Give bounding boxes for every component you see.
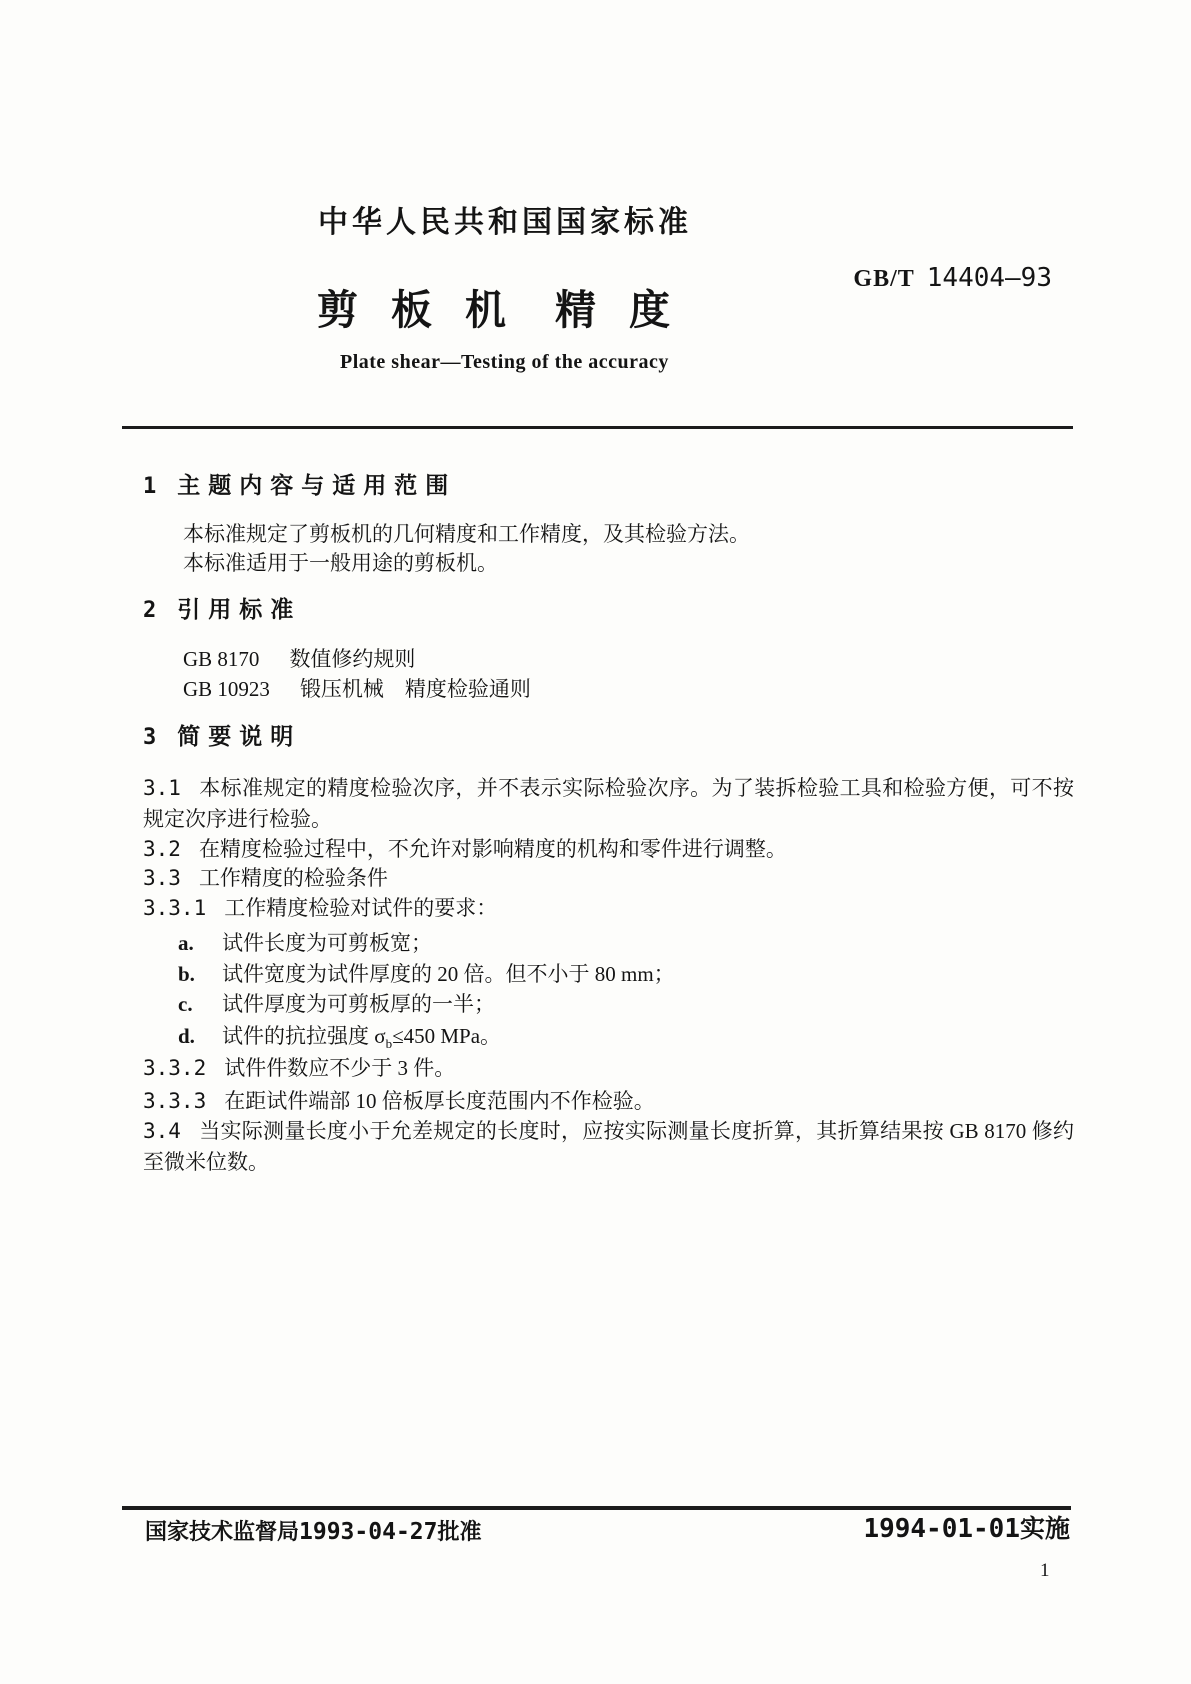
clause-3-3-3 (143, 1086, 655, 1117)
implementation-date: 1994-01-01 (863, 1514, 1020, 1544)
clause-3-4 (143, 1116, 1074, 1178)
reference-code: GB 10923 (183, 677, 270, 701)
clause-number: 3.3.2 (143, 1056, 207, 1080)
clause-text: 试件件数应不少于 3 件。 (224, 1056, 456, 1080)
document-title-cn-sub: 精度 (555, 286, 703, 334)
clause-3-2 (143, 834, 787, 865)
clause-3-3-1 (143, 893, 497, 924)
section-1-paragraph-1: 本标准规定了剪板机的几何精度和工作精度，及其检验方法。 (183, 522, 750, 546)
clause-text: 当实际测量长度小于允差规定的长度时，应按实际测量长度折算，其折算结果按 GB 8170 修约至微米位数。 (143, 1119, 1074, 1174)
clause-3-3-2 (143, 1053, 455, 1084)
requirement-item-c (178, 989, 495, 1020)
standard-label: 中华人民共和国国家标准 (318, 205, 692, 240)
clause-text: 在精度检验过程中，不允许对影响精度的机构和零件进行调整。 (198, 837, 787, 861)
section-2-heading (143, 595, 301, 626)
section-3-title: 简要说明 (177, 724, 302, 750)
section-1-paragraph-2: 本标准适用于一般用途的剪板机。 (183, 551, 498, 575)
clause-text: 工作精度检验对试件的要求： (224, 896, 498, 920)
clause-text: 工作精度的检验条件 (198, 866, 388, 890)
clause-3-3 (143, 863, 388, 894)
clause-number: 3.3.3 (143, 1089, 207, 1113)
requirement-text: 试件长度为可剪板宽； (222, 931, 432, 955)
standard-code (853, 264, 1052, 293)
requirement-text: 试件的抗拉强度 σ (222, 1024, 386, 1048)
document-title-cn (317, 287, 703, 333)
implementation-label: 实施 (1019, 1514, 1070, 1543)
clause-3-1 (143, 773, 1074, 835)
standard-code-number: 14404—93 (926, 263, 1052, 293)
reference-code: GB 8170 (183, 647, 260, 671)
requirement-label: c. (178, 992, 193, 1016)
requirement-item-a (178, 928, 432, 959)
implementation-statement (863, 1514, 1070, 1544)
section-1-number: 1 (143, 474, 157, 499)
requirement-item-b (178, 959, 675, 990)
footer-divider (122, 1506, 1071, 1510)
document-title-cn-main: 剪板机 (317, 286, 539, 334)
header-divider (122, 426, 1073, 429)
section-3-number: 3 (143, 725, 157, 750)
clause-text: 本标准规定的精度检验次序，并不表示实际检验次序。为了装拆检验工具和检验方便，可不按规定次序进行检验。 (143, 776, 1074, 831)
section-3-heading (143, 722, 301, 753)
requirement-text: 试件宽度为试件厚度的 20 倍。但不小于 80 mm； (222, 962, 675, 986)
reference-item (183, 674, 531, 705)
clause-number: 3.4 (143, 1119, 181, 1143)
clause-number: 3.3 (143, 866, 181, 890)
requirement-text: ≤450 MPa。 (392, 1024, 502, 1048)
clause-number: 3.3.1 (143, 896, 207, 920)
reference-title: 锻压机械 精度检验通则 (299, 677, 531, 701)
reference-title: 数值修约规则 (289, 647, 416, 671)
clause-number: 3.1 (143, 776, 181, 800)
approval-organization: 国家技术监督局 (145, 1520, 300, 1545)
requirement-text: 试件厚度为可剪板厚的一半； (222, 992, 495, 1016)
requirement-text-subscript: b (385, 1036, 393, 1052)
reference-item (183, 644, 415, 675)
clause-number: 3.2 (143, 837, 181, 861)
requirement-label: d. (178, 1024, 195, 1048)
standard-code-prefix: GB/T (853, 266, 915, 292)
section-1-heading (143, 471, 456, 502)
section-1-title: 主题内容与适用范围 (177, 473, 457, 499)
approval-statement (145, 1518, 482, 1547)
document-title-en: Plate shear—Testing of the accuracy (340, 351, 669, 373)
approval-date: 1993-04-27 (299, 1519, 438, 1545)
requirement-label: a. (178, 931, 194, 955)
section-2-number: 2 (143, 598, 157, 623)
page-number: 1 (1040, 1560, 1050, 1581)
clause-text: 在距试件端部 10 倍板厚长度范围内不作检验。 (224, 1089, 655, 1113)
section-2-title: 引用标准 (177, 597, 302, 623)
requirement-label: b. (178, 962, 195, 986)
approval-label: 批准 (437, 1520, 482, 1545)
